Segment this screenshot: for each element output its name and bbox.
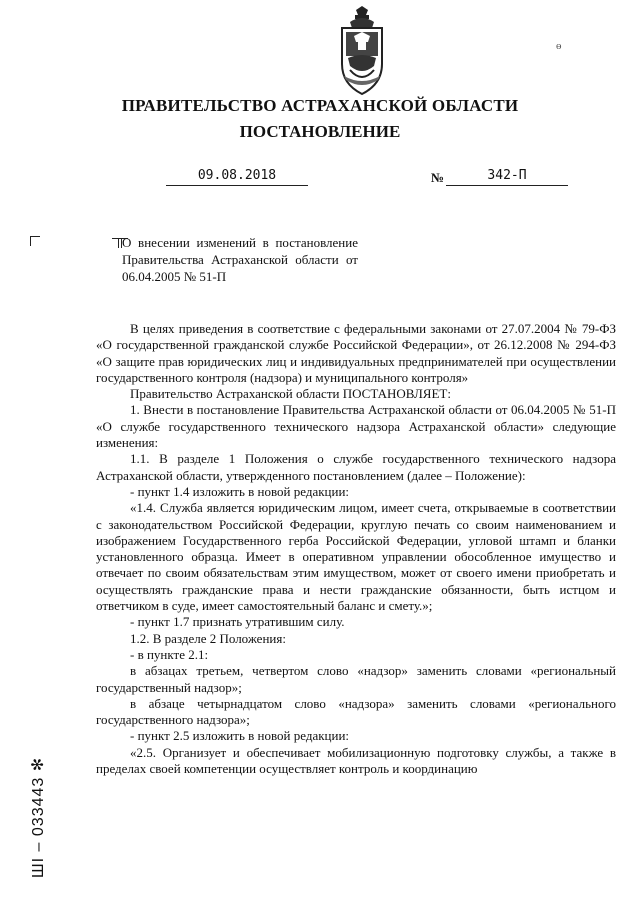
- paragraph: В целях приведения в соответствие с федеральными законами от 27.07.2004 № 79-ФЗ «О государственной гражданской службе Российской Федерации», от 26.12.2008 № 294-ФЗ «О защите прав юридических лиц и индивидуальных предпринимателей при осуществлении государственного контроля (надзора) и муниципального контроля»: [96, 321, 616, 385]
- paragraph: Правительство Астраханской области ПОСТАНОВЛЯЕТ:: [130, 386, 451, 402]
- margin-serial-code: ШI – 033443 ✻: [30, 756, 47, 878]
- document-type: ПОСТАНОВЛЕНИЕ: [239, 122, 401, 141]
- coat-of-arms-emblem: [336, 6, 388, 96]
- document-number: 342-П: [446, 168, 568, 186]
- paragraph: 1. Внести в постановление Правительства Астраханской области от 06.04.2005 № 51-П «О службе государственного технического надзора Астраханской области» следующие изменения:: [96, 402, 616, 451]
- paragraph: «1.4. Служба является юридическим лицом, имеет счета, открываемые в соответствии с законодательством Российской Федерации, круглую печать со своим наименованием и изображением Государственного герба Российской Федерации, угловой штамп и бланки установленного образца. Имеет в оперативном управлении обособленное имущество и отвечает по своим обязательствам этим имуществом, может от своего имени приобретать и осуществлять гражданские права и нести гражданские обязанности, быть истцом и ответчиком в суде, имеет самостоятельный баланс и смету.»;: [96, 500, 616, 614]
- document-date: 09.08.2018: [166, 168, 308, 186]
- government-title: ПРАВИТЕЛЬСТВО АСТРАХАНСКОЙ ОБЛАСТИ: [121, 96, 519, 115]
- corner-bracket: [30, 236, 40, 246]
- paragraph: в абзаце четырнадцатом слово «надзора» заменить словами «регионального государственного надзора»;: [96, 695, 616, 728]
- paragraph: - пункт 1.4 изложить в новой редакции:: [130, 483, 350, 499]
- paragraph: 1.1. В разделе 1 Положения о службе государственного технического надзора Астраханской области, утвержденного постановлением (далее – Положение):: [96, 451, 616, 483]
- number-label: №: [431, 170, 445, 185]
- corner-mark: ɵ: [556, 40, 562, 52]
- paragraph: в абзацах третьем, четвертом слово «надзор» заменить словами «региональный государственный надзор»;: [96, 663, 616, 695]
- paragraph: 1.2. В разделе 2 Положения:: [130, 630, 286, 646]
- paragraph: - в пункте 2.1:: [130, 646, 209, 662]
- document-body: [96, 321, 616, 777]
- document-subject: О внесении изменений в постановление Правительства Астраханской области от 06.04.2005 № 51-П: [122, 235, 358, 284]
- paragraph: - пункт 1.7 признать утратившим силу.: [130, 614, 345, 630]
- paragraph: «2.5. Организует и обеспечивает мобилизационную подготовку службы, а также в пределах своей компетенции осуществляет контроль и координацию: [96, 744, 616, 777]
- paragraph: - пункт 2.5 изложить в новой редакции:: [130, 728, 350, 744]
